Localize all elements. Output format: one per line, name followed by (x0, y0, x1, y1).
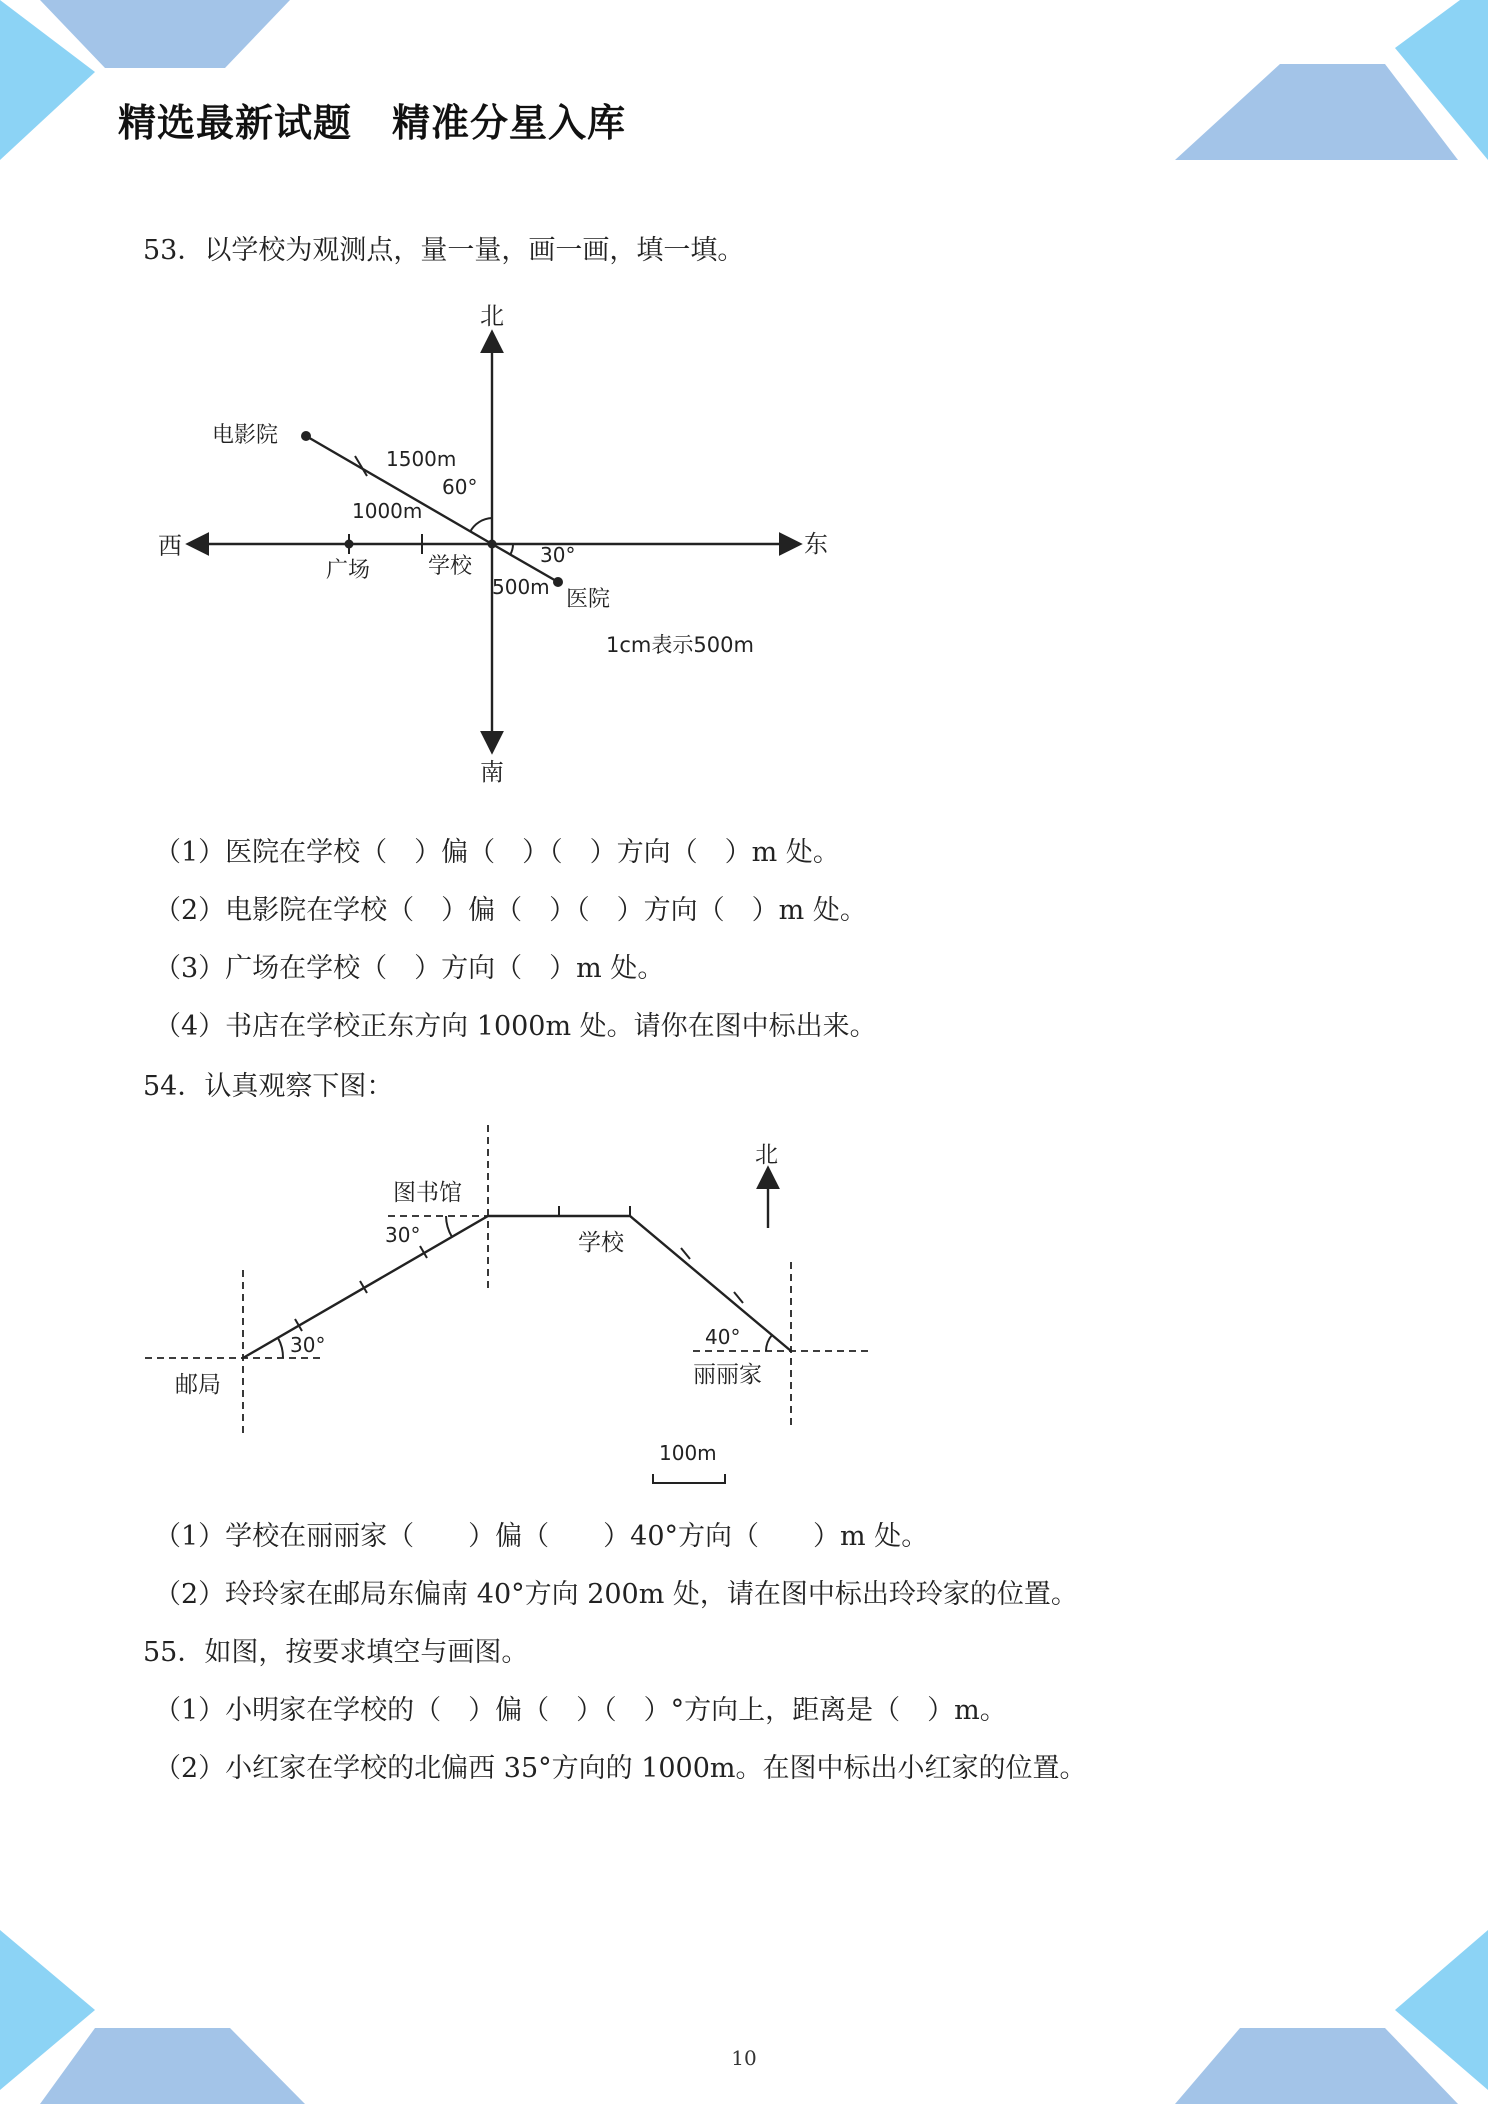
q53-south-label: 南 (480, 758, 504, 786)
q53-school-point (488, 540, 497, 549)
top-right-decoration (1170, 0, 1488, 170)
q53-cinema-point (301, 431, 311, 441)
q53-square-label: 广场 (326, 558, 371, 583)
q53-cinema-label: 电影院 (212, 423, 279, 448)
q54-scale-label: 100m (659, 1441, 717, 1465)
q53-item-3: （3）广场在学校（ ）方向（ ）m 处。 (154, 953, 665, 984)
q54-angle-library: 30° (385, 1223, 421, 1247)
q55-title: 55．如图，按要求填空与画图。 (143, 1637, 529, 1668)
bottom-right-decoration (1170, 1930, 1488, 2104)
q53-item-4: （4）书店在学校正东方向 1000m 处。请你在图中标出来。 (154, 1011, 877, 1042)
q54-north-label: 北 (755, 1142, 778, 1168)
q53-label-1000m: 1000m (352, 499, 423, 523)
q53-label-1500m: 1500m (386, 447, 457, 471)
q55-item-2: （2）小红家在学校的北偏西 35°方向的 1000m。在图中标出小红家的位置。 (154, 1753, 1087, 1784)
bottom-left-decoration (0, 1930, 320, 2104)
q55-item-1: （1）小明家在学校的（ ）偏（ ）（ ）°方向上，距离是（ ）m。 (154, 1695, 1007, 1726)
q54-school-label: 学校 (578, 1230, 624, 1256)
q54-post-label: 邮局 (175, 1372, 221, 1398)
q53-school-label: 学校 (428, 554, 473, 579)
q53-scale-label: 1cm表示500m (606, 633, 754, 657)
q54-tick (734, 1292, 743, 1303)
q54-angle-post: 30° (290, 1333, 326, 1357)
q53-label-500m: 500m (492, 575, 550, 599)
q54-arc-library (446, 1216, 452, 1237)
q54-arc-lili (766, 1335, 772, 1351)
q54-angle-lili: 40° (705, 1325, 741, 1349)
q54-title: 54．认真观察下图： (143, 1071, 394, 1102)
q54-item-2: （2）玲玲家在邮局东偏南 40°方向 200m 处，请在图中标出玲玲家的位置。 (154, 1579, 1078, 1610)
q53-label-30deg: 30° (540, 543, 576, 567)
q54-lili-label: 丽丽家 (693, 1362, 762, 1388)
header-title-right: 精准分星入库 (392, 101, 627, 145)
q53-arc-30 (510, 544, 513, 555)
q53-title: 53．以学校为观测点，量一量，画一画，填一填。 (143, 235, 745, 266)
q54-diagram (140, 1120, 880, 1490)
page-number: 10 (731, 2046, 757, 2070)
q54-scale-bar (653, 1474, 725, 1483)
q53-west-label: 西 (158, 532, 182, 560)
q53-hospital-point (553, 577, 563, 587)
q54-item-1: （1）学校在丽丽家（ ）偏（ ）40°方向（ ）m 处。 (154, 1521, 929, 1552)
q54-arc-post (278, 1338, 283, 1358)
q53-item-1: （1）医院在学校（ ）偏（ ）（ ）方向（ ）m 处。 (154, 837, 840, 868)
q53-label-60deg: 60° (442, 475, 478, 499)
q53-diagram (140, 290, 860, 800)
q53-item-2: （2）电影院在学校（ ）偏（ ）（ ）方向（ ）m 处。 (154, 895, 867, 926)
q53-east-label: 东 (804, 530, 828, 558)
q53-arc-60 (470, 518, 492, 532)
header-title-left: 精选最新试题 (118, 101, 353, 145)
q54-library-label: 图书馆 (393, 1180, 462, 1206)
q53-north-label: 北 (480, 302, 504, 330)
header-title (118, 92, 626, 147)
q53-hospital-label: 医院 (566, 587, 611, 612)
q54-tick (681, 1248, 690, 1259)
